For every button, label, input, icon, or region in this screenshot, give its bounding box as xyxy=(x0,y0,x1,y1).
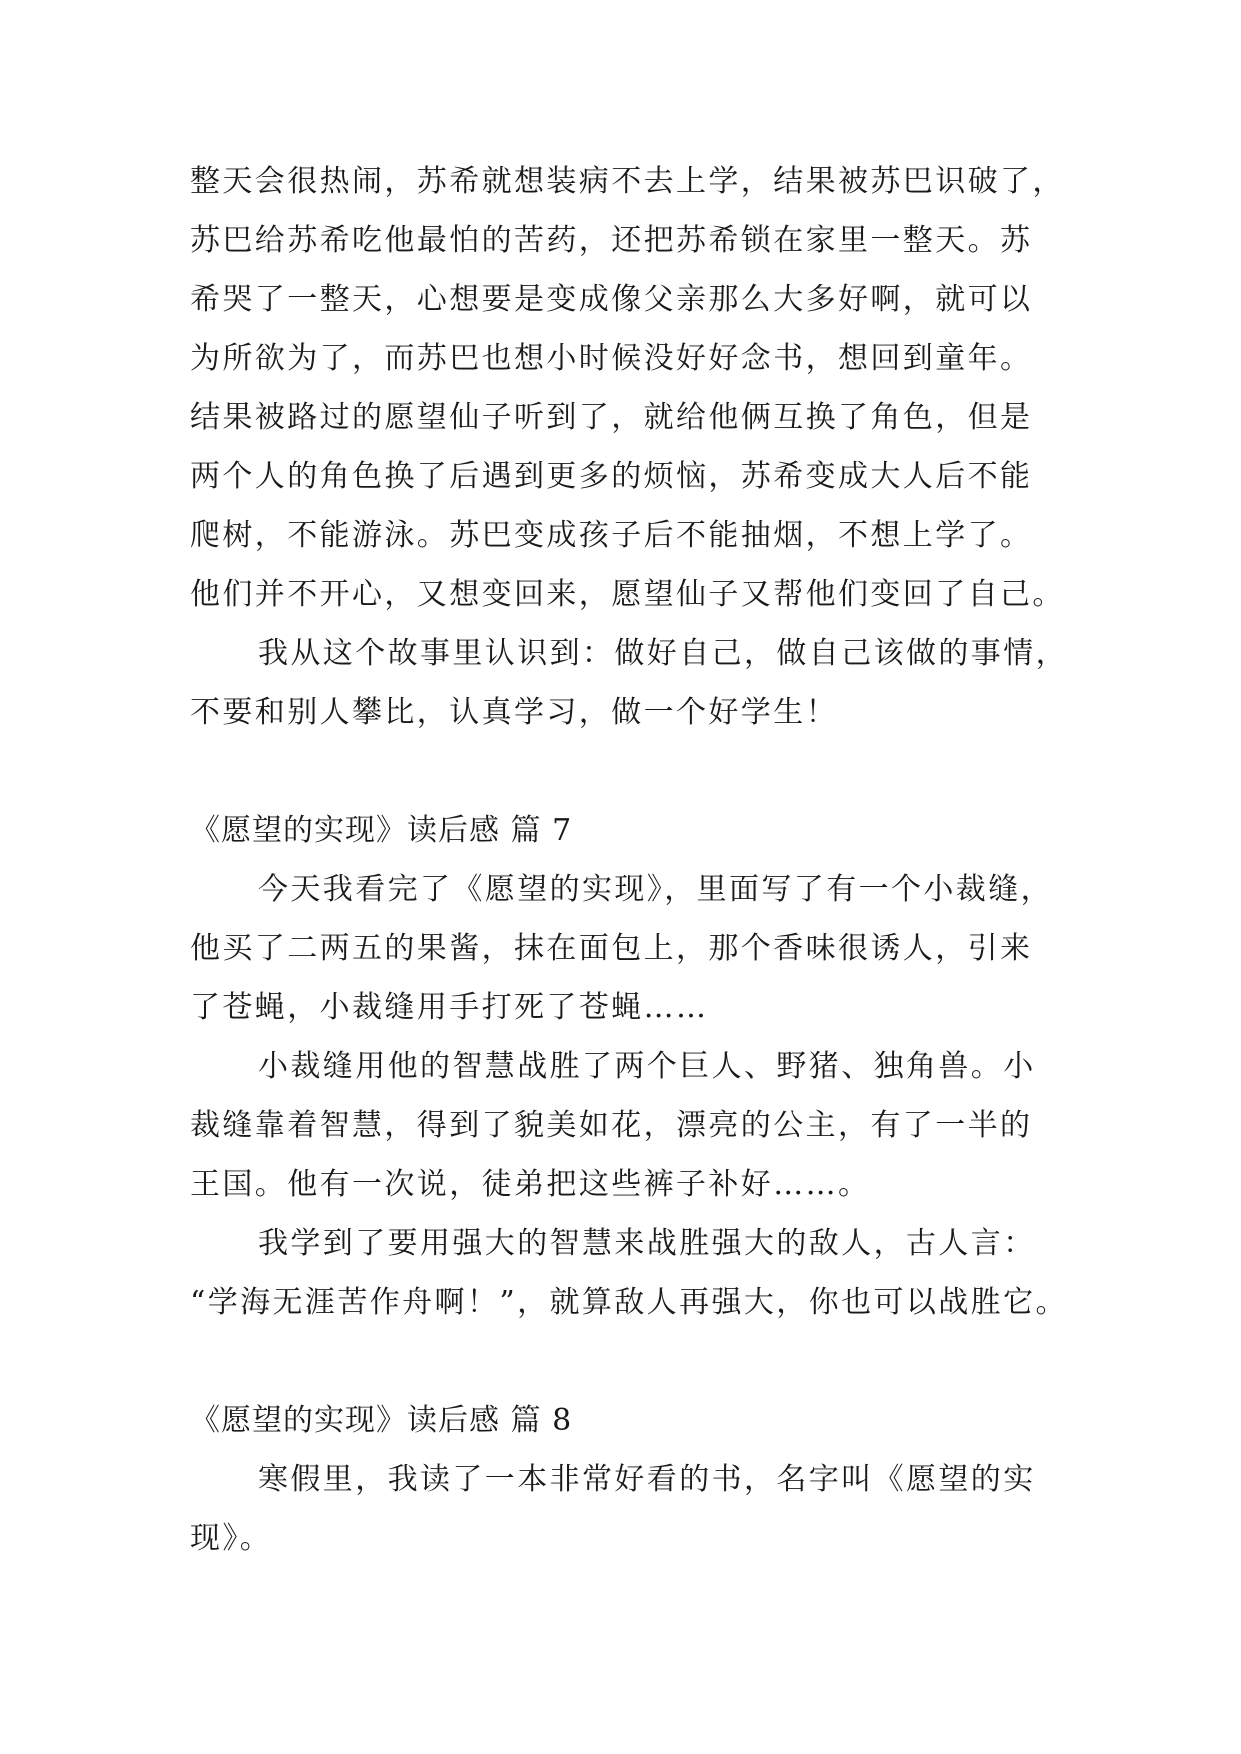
text-line: 为所欲为了，而苏巴也想小时候没好好念书，想回到童年。 xyxy=(190,341,1033,376)
text-line: 我从这个故事里认识到：做好自己，做自己该做的事情， xyxy=(258,636,1068,671)
text-line: 他买了二两五的果酱，抹在面包上，那个香味很诱人，引来 xyxy=(190,931,1033,966)
section-spacer xyxy=(190,1332,1070,1391)
paragraph-tailor-lesson xyxy=(190,1214,1070,1332)
text-line: 希哭了一整天，心想要是变成像父亲那么大多好啊，就可以 xyxy=(190,282,1033,317)
text-line: “学海无涯苦作舟啊！”，就算敌人再强大，你也可以战胜它。 xyxy=(190,1285,1068,1320)
text-line: 苏巴给苏希吃他最怕的苦药，还把苏希锁在家里一整天。苏 xyxy=(190,223,1033,258)
paragraph-story-summary xyxy=(190,152,1070,624)
paragraph-winter-reading xyxy=(190,1450,1070,1568)
section-heading-8: 《愿望的实现》读后感 篇 8 xyxy=(190,1403,573,1438)
text-line: 王国。他有一次说，徒弟把这些裤子补好……。 xyxy=(190,1167,871,1202)
text-line: 小裁缝用他的智慧战胜了两个巨人、野猪、独角兽。小 xyxy=(258,1049,1036,1084)
text-line: 爬树，不能游泳。苏巴变成孩子后不能抽烟，不想上学了。 xyxy=(190,518,1033,553)
text-line: 整天会很热闹，苏希就想装病不去上学，结果被苏巴识破了， xyxy=(190,164,1065,199)
section-heading-7: 《愿望的实现》读后感 篇 7 xyxy=(190,813,573,848)
text-line: 现》。 xyxy=(190,1521,273,1556)
paragraph-tailor-intro xyxy=(190,860,1070,1037)
text-line: 裁缝靠着智慧，得到了貌美如花，漂亮的公主，有了一半的 xyxy=(190,1108,1033,1143)
paragraph-lesson xyxy=(190,624,1070,742)
text-line: 今天我看完了《愿望的实现》，里面写了有一个小裁缝， xyxy=(258,872,1053,907)
paragraph-tailor-wisdom xyxy=(190,1037,1070,1214)
text-line: 了苍蝇，小裁缝用手打死了苍蝇…… xyxy=(190,990,709,1025)
text-line: 他们并不开心，又想变回来，愿望仙子又帮他们变回了自己。 xyxy=(190,577,1065,612)
text-line: 寒假里，我读了一本非常好看的书，名字叫《愿望的实 xyxy=(258,1462,1036,1497)
section-spacer xyxy=(190,742,1070,801)
text-line: 我学到了要用强大的智慧来战胜强大的敌人，古人言： xyxy=(258,1226,1036,1261)
text-line: 结果被路过的愿望仙子听到了，就给他俩互换了角色，但是 xyxy=(190,400,1033,435)
text-line: 不要和别人攀比，认真学习，做一个好学生！ xyxy=(190,695,838,730)
text-line: 两个人的角色换了后遇到更多的烦恼，苏希变成大人后不能 xyxy=(190,459,1033,494)
document-body xyxy=(190,152,1070,1568)
